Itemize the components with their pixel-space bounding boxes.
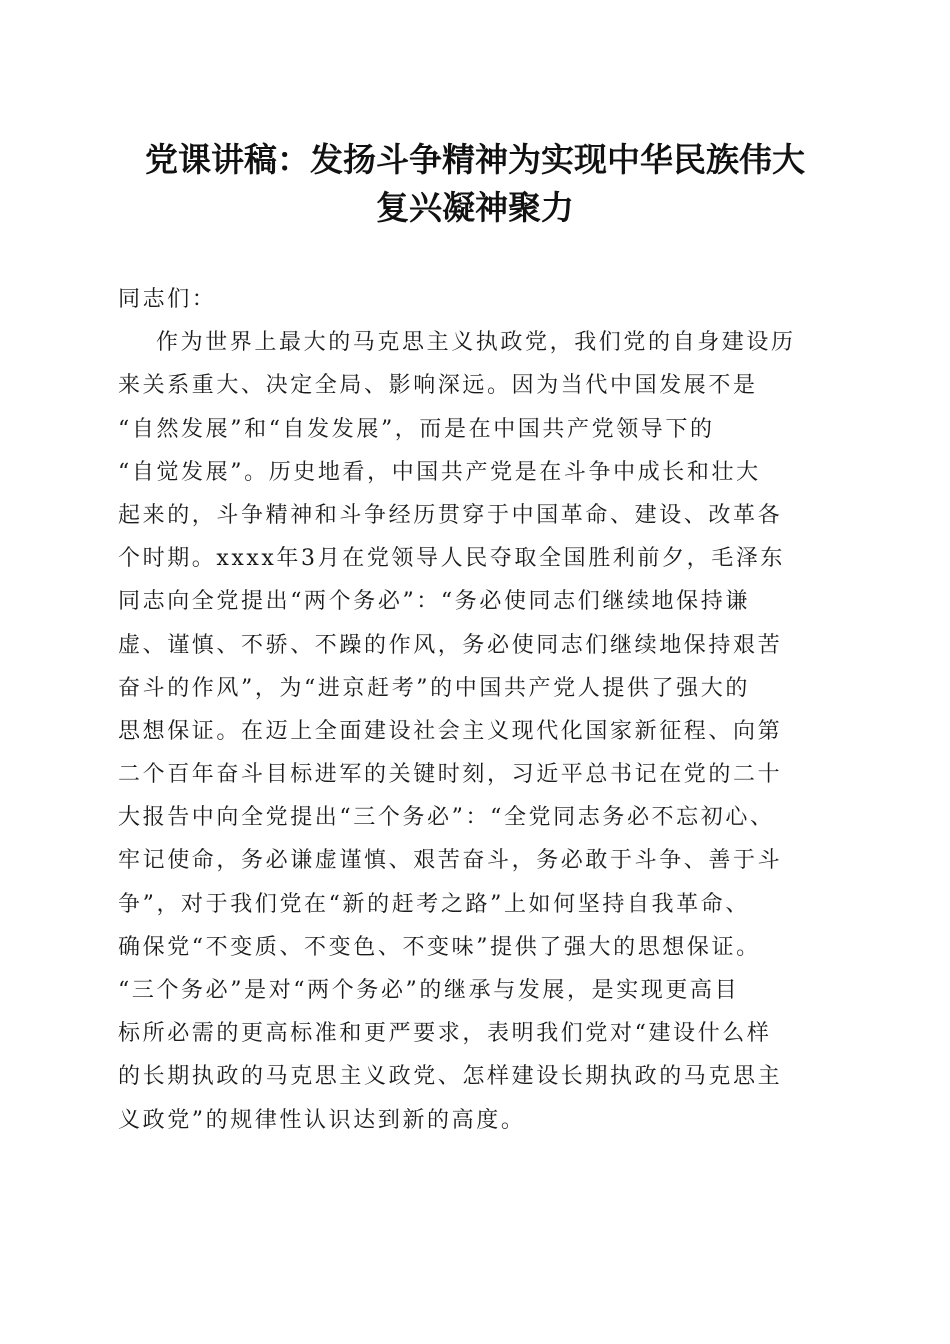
paragraph-line: 确保党“不变质、不变色、不变味”提供了强大的思想保证。: [118, 934, 761, 960]
paragraph-line: 起来的，斗争精神和斗争经历贯穿于中国革命、建设、改革各: [118, 502, 783, 528]
paragraph-line: 二个百年奋斗目标进军的关键时刻，习近平总书记在党的二十: [118, 762, 783, 788]
paragraph-line: 来关系重大、决定全局、影响深远。因为当代中国发展不是: [118, 373, 758, 399]
paragraph-line: 个时期。xxxx年3月在党领导人民夺取全国胜利前夕，毛泽东: [118, 546, 786, 572]
title-line: 党课讲稿：发扬斗争精神为实现中华民族伟大: [145, 140, 805, 179]
document-body: [118, 278, 838, 1142]
paragraph-line: “自觉发展”。历史地看，中国共产党是在斗争中成长和壮大: [118, 459, 761, 485]
paragraph-line: 牢记使命，务必谦虚谨慎、艰苦奋斗，务必敢于斗争、善于斗: [118, 848, 783, 874]
paragraph-line: 同志向全党提出“两个务必”：“务必使同志们继续地保持谦: [118, 589, 750, 615]
paragraph-line: 的长期执政的马克思主义政党、怎样建设长期执政的马克思主: [118, 1064, 783, 1090]
paragraph-line: 思想保证。在迈上全面建设社会主义现代化国家新征程、向第: [118, 718, 783, 744]
title-line: 复兴凝神聚力: [376, 188, 574, 227]
document-title: [110, 136, 840, 232]
paragraph-line: “自然发展”和“自发发展”，而是在中国共产党领导下的: [118, 416, 715, 442]
paragraph-line: 奋斗的作风”，为“进京赶考”的中国共产党人提供了强大的: [118, 675, 750, 701]
paragraph-line: 大报告中向全党提出“三个务必”：“全党同志务必不忘初心、: [118, 805, 775, 831]
paragraph-line: 虚、谨慎、不骄、不躁的作风，务必使同志们继续地保持艰苦: [118, 632, 783, 658]
paragraph-line: 义政党”的规律性认识达到新的高度。: [118, 1107, 526, 1133]
paragraph-line: 标所必需的更高标准和更严要求，表明我们党对“建设什么样: [118, 1021, 772, 1047]
salutation: 同志们：: [118, 287, 217, 312]
paragraph-line: 作为世界上最大的马克思主义执政党，我们党的自身建设历: [156, 330, 796, 356]
paragraph-line: “三个务必”是对“两个务必”的继承与发展，是实现更高目: [118, 978, 740, 1003]
paragraph-line: 争”，对于我们党在“新的赶考之路”上如何坚持自我革命、: [118, 891, 750, 917]
